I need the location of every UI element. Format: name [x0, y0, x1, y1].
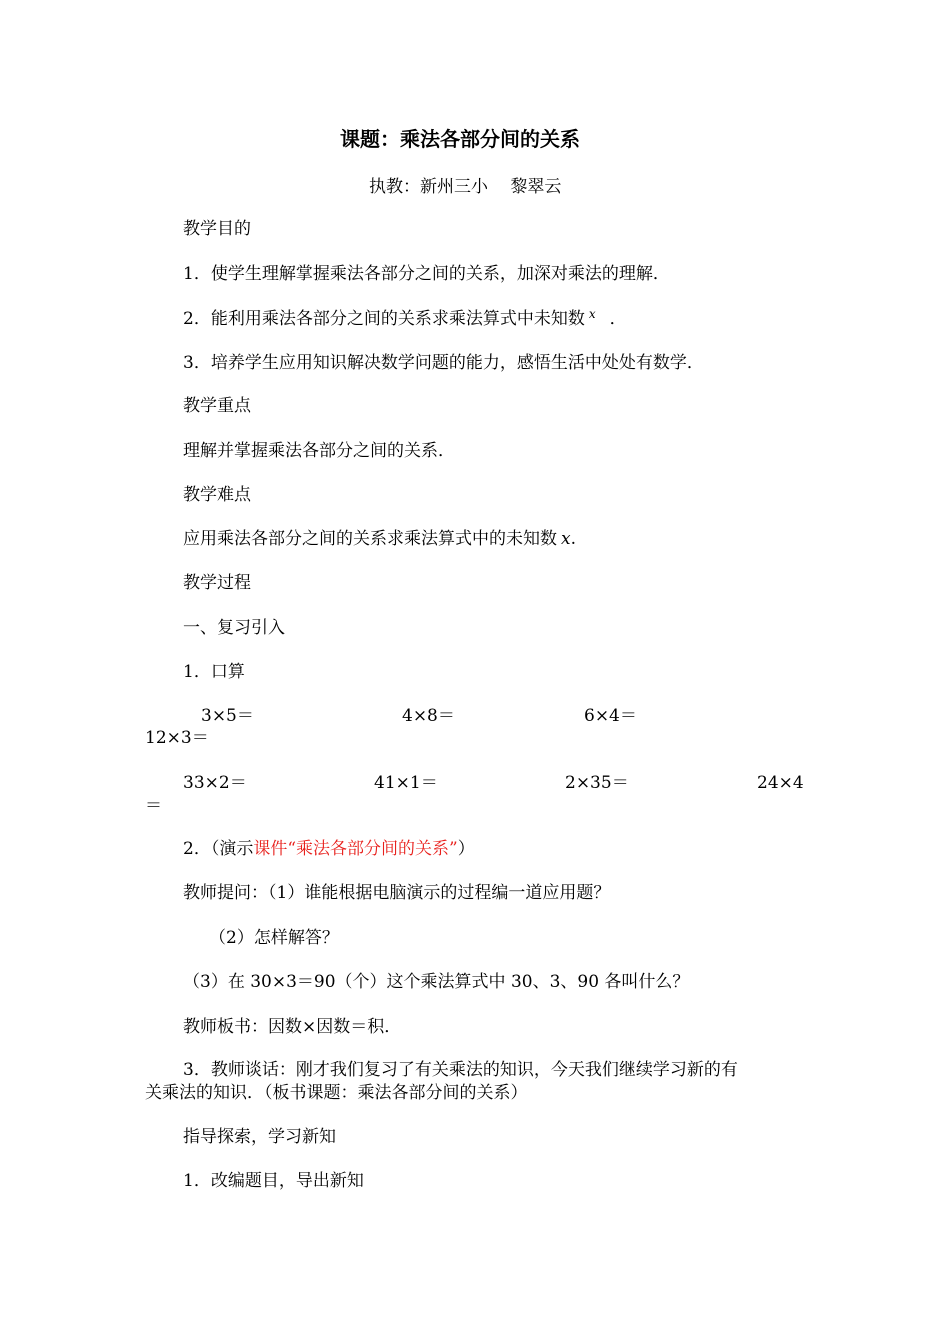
- objectives-heading: 教学目的: [183, 219, 251, 239]
- difficulty-text: [183, 528, 576, 550]
- demo-prefix: 2．（演示: [183, 839, 254, 859]
- explore-heading: 指导探索，学习新知: [183, 1127, 336, 1147]
- oral-calc-label: 1．口算: [183, 662, 245, 682]
- key-point-heading: 教学重点: [183, 396, 251, 416]
- difficulty-heading: 教学难点: [183, 485, 251, 505]
- oral-item-wrap: ＝: [145, 796, 162, 816]
- oral-item: 4×8＝: [402, 706, 455, 726]
- teacher-question-1: 教师提问：（1）谁能根据电脑演示的过程编一道应用题？: [183, 883, 611, 903]
- oral-item: 33×2＝: [183, 773, 247, 793]
- review-heading: 一、复习引入: [183, 618, 285, 638]
- difficulty-end: .: [570, 529, 576, 549]
- teacher-board: 教师板书：因数×因数＝积．: [183, 1017, 402, 1037]
- lesson-title: 课题：乘法各部分间的关系: [340, 127, 580, 151]
- objective-2: [183, 308, 627, 331]
- teacher-question-2: （2）怎样解答？: [209, 928, 339, 948]
- demo-line: [183, 838, 475, 860]
- objective-1: 1．使学生理解掌握乘法各部分之间的关系，加深对乘法的理解．: [183, 264, 670, 284]
- teacher-talk-line-1: 3．教师谈话：刚才我们复习了有关乘法的知识，今天我们继续学习新的有: [183, 1060, 738, 1080]
- objective-2-end: ．: [609, 309, 627, 329]
- courseware-link[interactable]: 课件“乘法各部分间的关系”: [253, 839, 458, 859]
- oral-item: 24×4: [757, 773, 804, 793]
- key-point-text: 理解并掌握乘法各部分之间的关系．: [183, 441, 455, 461]
- teacher-talk-line-2: 关乘法的知识．（板书课题：乘法各部分间的关系）: [145, 1083, 528, 1103]
- difficulty-body: 应用乘法各部分之间的关系求乘法算式中的未知数: [183, 529, 557, 549]
- objective-2-text: 2．能利用乘法各部分之间的关系求乘法算式中未知数: [183, 309, 585, 329]
- teacher-question-3: （3）在 30×3＝90（个）这个乘法算式中 30、3、90 各叫什么？: [183, 972, 690, 992]
- unknown-x: x: [588, 307, 596, 321]
- oral-item: 2×35＝: [565, 773, 629, 793]
- oral-item: 3×5＝: [201, 706, 254, 726]
- oral-item: 12×3＝: [145, 728, 209, 748]
- process-heading: 教学过程: [183, 573, 251, 593]
- author-line: 执教：新州三小 黎翠云: [369, 177, 562, 197]
- oral-item: 41×1＝: [374, 773, 438, 793]
- explore-item-1: 1．改编题目，导出新知: [183, 1171, 364, 1191]
- difficulty-var: x: [561, 529, 571, 549]
- demo-suffix: ）: [457, 839, 475, 859]
- objective-3: 3．培养学生应用知识解决数学问题的能力，感悟生活中处处有数学．: [183, 353, 704, 373]
- oral-item: 6×4＝: [584, 706, 637, 726]
